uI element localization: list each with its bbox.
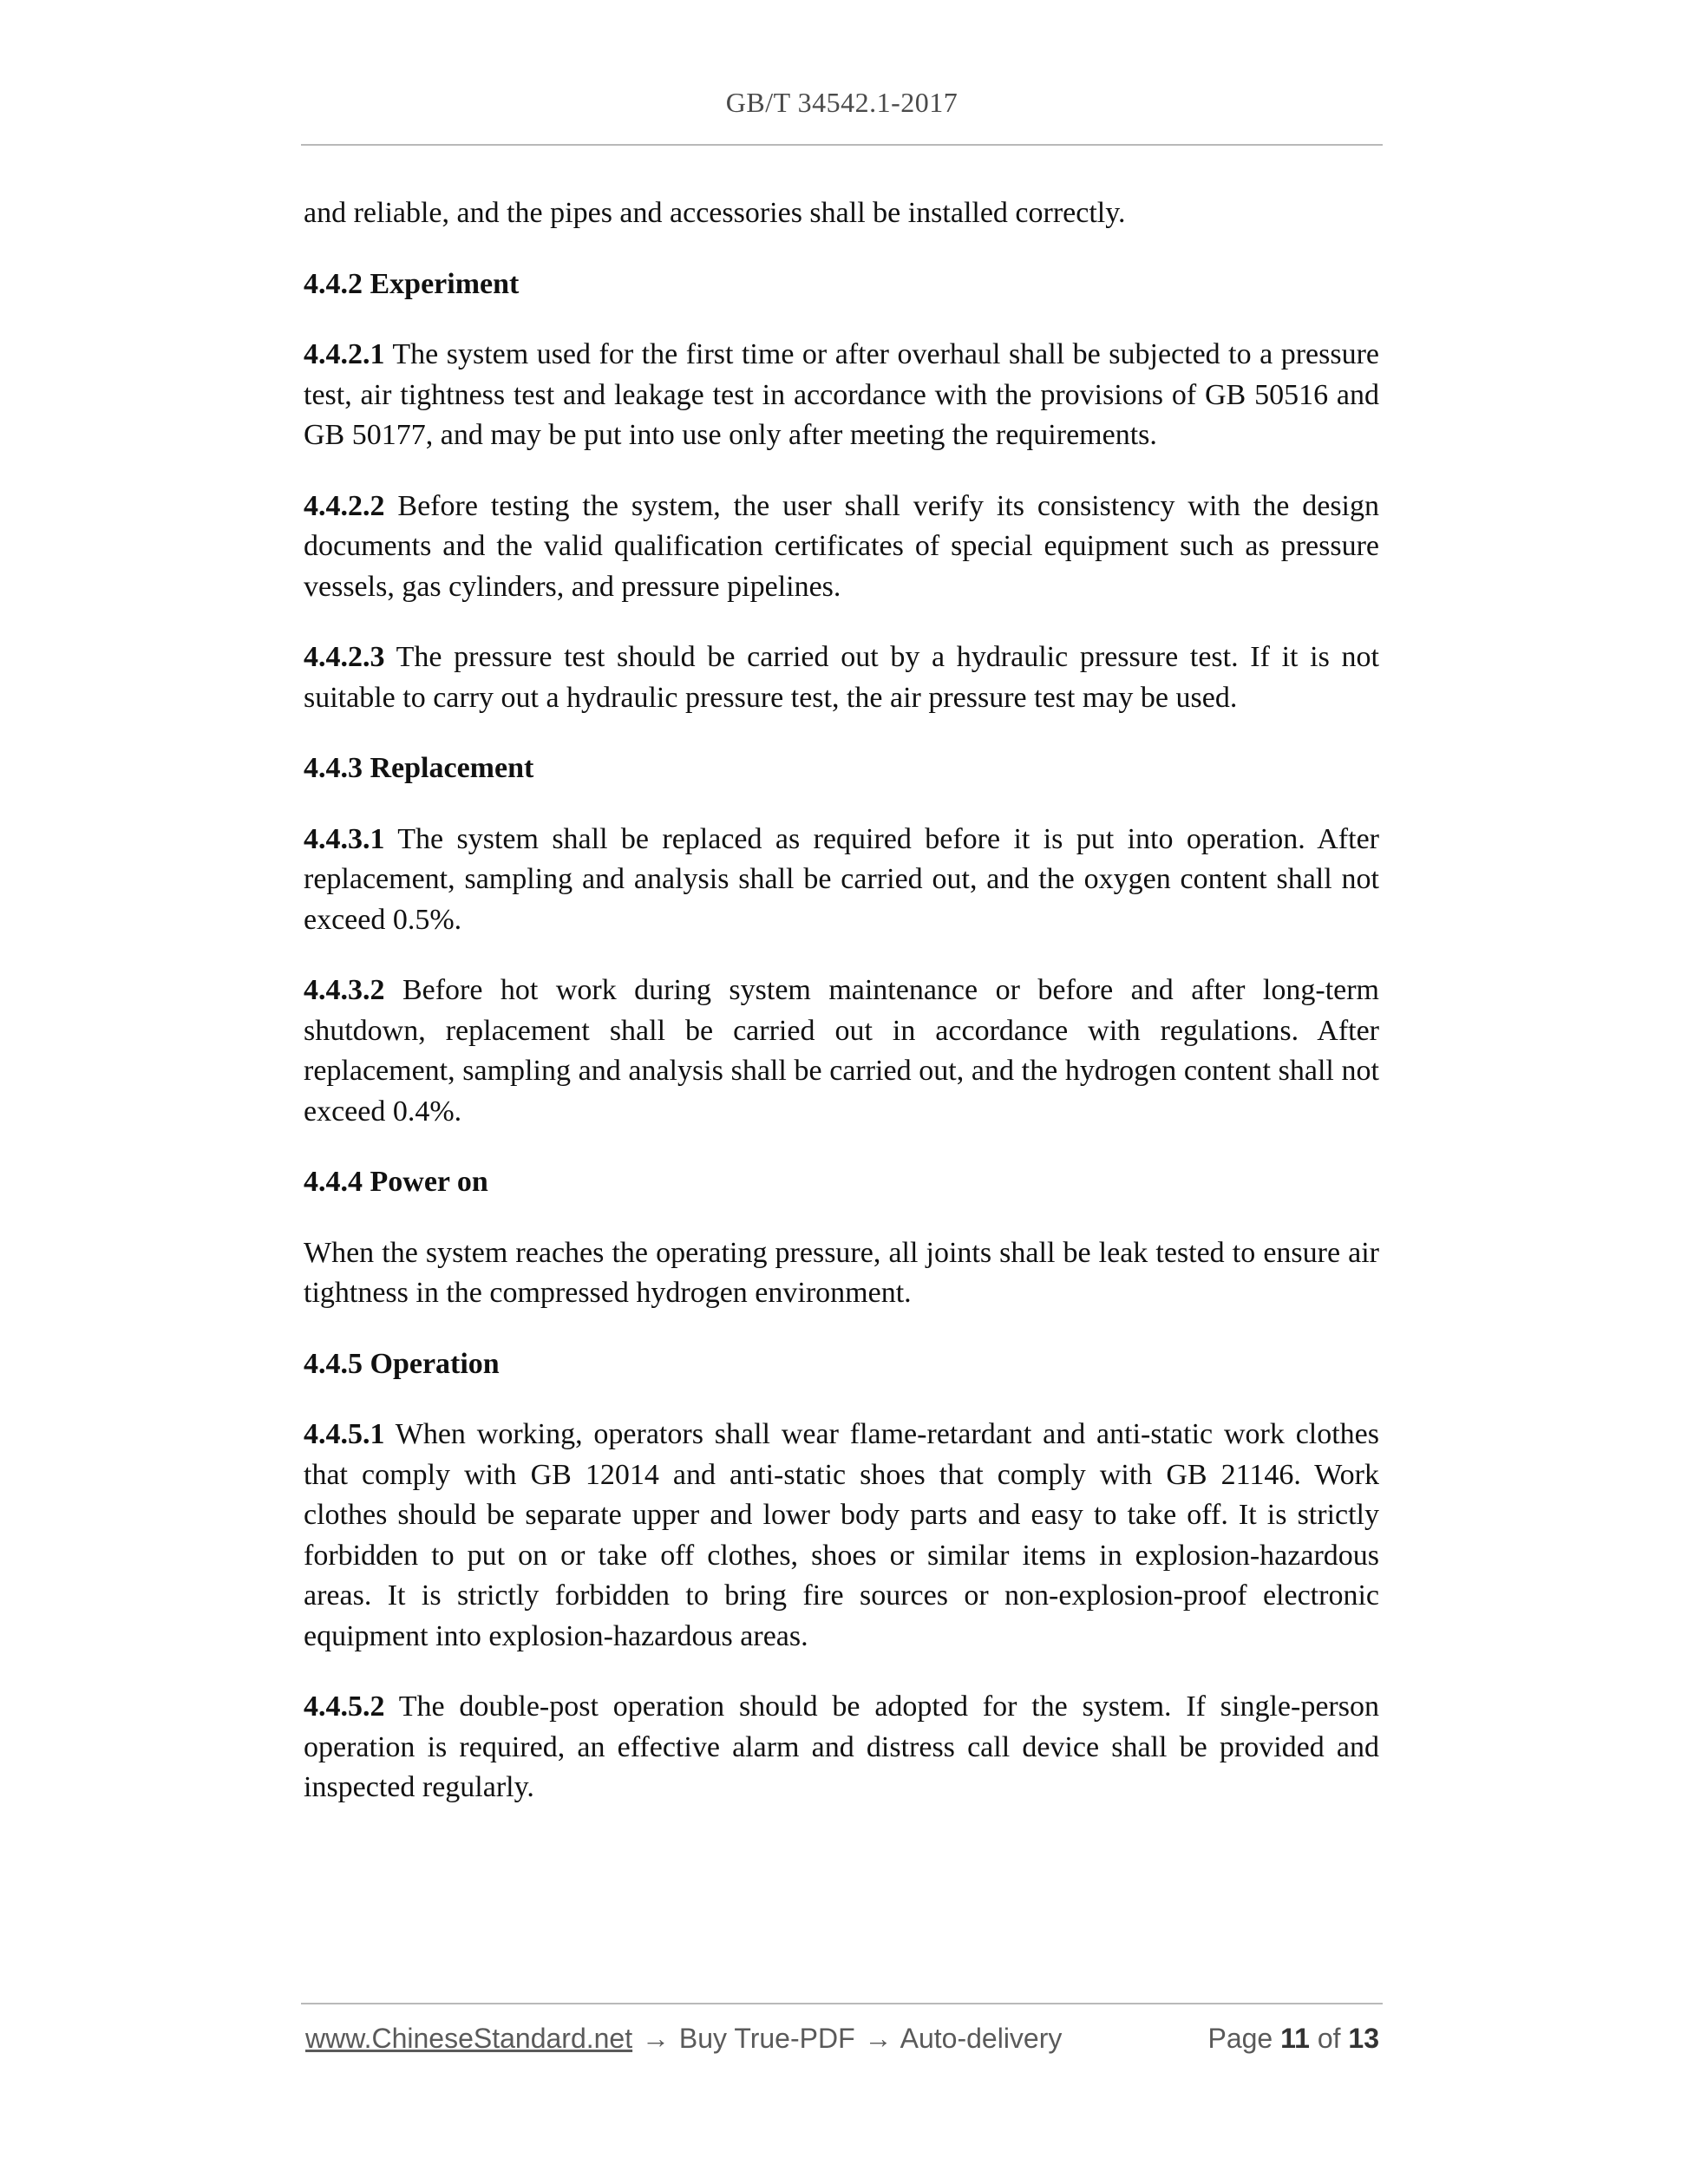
clause-text: The system used for the first time or after overhaul shall be subjected to a pressure test, air tightness test and leakage test in accordance with the provisions of GB 50516 and GB 50177, and may be put into use only after meeting the requirements. (304, 338, 1379, 451)
website-link[interactable]: www.ChineseStandard.net (305, 2023, 633, 2054)
clause-text: The system shall be replaced as required before it is put into operation. After replacement, sampling and analysis shall be carried out, and the oxygen content shall not exceed 0.5%. (304, 822, 1379, 936)
section-heading-4-4-2: 4.4.2 Experiment (304, 267, 520, 300)
footer-divider (301, 2003, 1383, 2004)
page-total: 13 (1348, 2023, 1379, 2054)
clause-number: 4.4.5.2 (304, 1690, 385, 1723)
clause-text: When working, operators shall wear flame-retardant and anti-static work clothes that comply with GB 12014 and anti-static shoes that comply with GB 21146. Work clothes should be separate upper and lower body parts and easy to take off. It is strictly forbidden to put on or take off clothes, shoes or similar items in explosion-hazardous areas. It is strictly forbidden to bring fire sources or non-explosion-proof electronic equipment into explosion-hazardous areas. (304, 1418, 1379, 1652)
clause-4-4-4-text: When the system reaches the operating pressure, all joints shall be leak tested to ensure air tightness in the compressed hydrogen environment. (304, 1236, 1379, 1309)
section-heading-4-4-4: 4.4.4 Power on (304, 1166, 488, 1198)
section-heading-4-4-5: 4.4.5 Operation (304, 1347, 500, 1380)
clause-4-4-2-3 (304, 638, 1379, 718)
clause-text: Before testing the system, the user shall verify its consistency with the design documents and the valid qualification certificates of special equipment such as pressure vessels, gas cylinders, and pressure pipelines. (304, 489, 1379, 603)
arrow-right-icon: → (864, 2023, 893, 2054)
clause-4-4-3-2 (304, 971, 1379, 1132)
clause-number: 4.4.5.1 (304, 1418, 385, 1450)
lead-paragraph: and reliable, and the pipes and accessories shall be installed correctly. (304, 197, 1126, 229)
of-word: of (1317, 2023, 1341, 2054)
document-body (304, 193, 1379, 1839)
clause-text: The double-post operation should be adopted for the system. If single-person operation is required, an effective alarm and distress call device shall be provided and inspected regularly. (304, 1690, 1379, 1803)
clause-4-4-5-2 (304, 1687, 1379, 1808)
header-divider (301, 144, 1383, 146)
clause-number: 4.4.2.1 (304, 338, 385, 370)
arrow-right-icon: → (642, 2023, 670, 2054)
clause-number: 4.4.3.1 (304, 822, 385, 855)
clause-4-4-2-1 (304, 335, 1379, 456)
clause-text: The pressure test should be carried out by a hydraulic pressure test. If it is not suitable to carry out a hydraulic pressure test, the air pressure test may be used. (304, 641, 1379, 714)
page-current: 11 (1280, 2023, 1310, 2054)
clause-number: 4.4.3.2 (304, 974, 385, 1006)
clause-4-4-3-1 (304, 820, 1379, 941)
document-footer (305, 2023, 1379, 2061)
clause-4-4-5-1 (304, 1415, 1379, 1657)
clause-number: 4.4.2.2 (304, 489, 385, 522)
page-word: Page (1207, 2023, 1273, 2054)
footer-promo (305, 2023, 1062, 2055)
section-heading-4-4-3: 4.4.3 Replacement (304, 752, 534, 784)
buy-true-pdf-text: Buy True-PDF (678, 2023, 855, 2054)
clause-text: Before hot work during system maintenance or before and after long-term shutdown, replacement shall be carried out in accordance with regulations. After replacement, sampling and analysis shall be carried out, and the hydrogen content shall not exceed 0.4%. (304, 974, 1380, 1128)
clause-number: 4.4.2.3 (304, 641, 385, 673)
auto-delivery-text: Auto-delivery (900, 2023, 1063, 2054)
clause-4-4-2-2 (304, 487, 1379, 608)
page-indicator (1207, 2023, 1379, 2055)
document-header: GB/T 34542.1-2017 (725, 87, 958, 118)
